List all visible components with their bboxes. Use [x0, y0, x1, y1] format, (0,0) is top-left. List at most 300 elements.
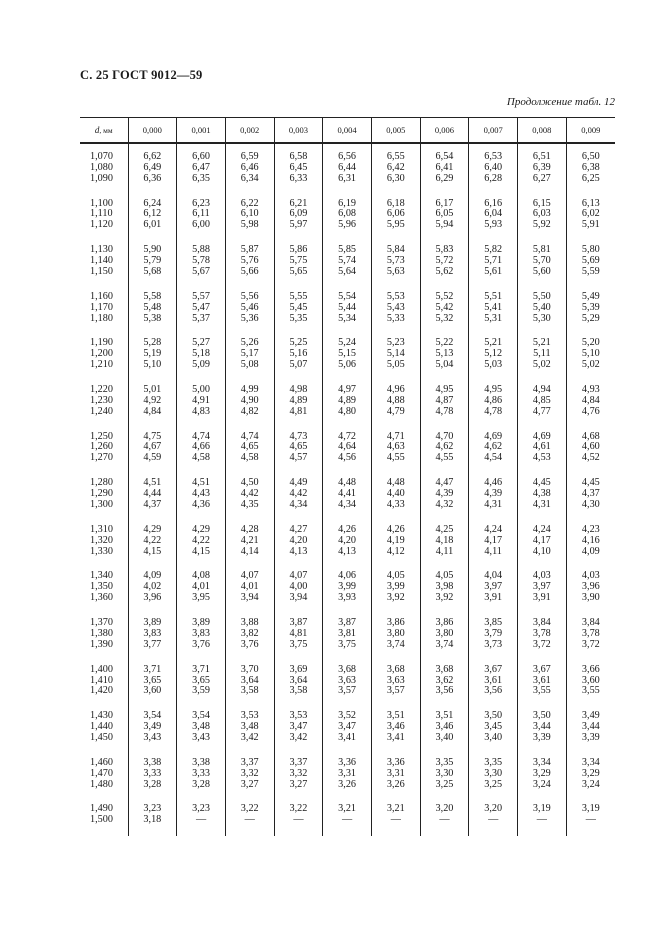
spacer-cell — [518, 826, 567, 836]
spacer-cell — [469, 697, 518, 711]
value-cell: 3,68 — [323, 665, 372, 676]
col-header-diameter: d, мм — [80, 118, 128, 144]
spacer-cell — [566, 464, 615, 478]
value-cell: 6,41 — [420, 163, 469, 174]
value-cell: 5,48 — [128, 303, 177, 314]
value-cell: 4,33 — [371, 500, 420, 511]
value-cell: 4,92 — [128, 396, 177, 407]
value-cell: 5,18 — [177, 349, 226, 360]
spacer-cell — [80, 418, 128, 432]
spacer-cell — [128, 185, 177, 199]
value-cell: 4,35 — [225, 500, 274, 511]
value-cell: 5,26 — [225, 338, 274, 349]
spacer-cell — [420, 826, 469, 836]
spacer-cell — [274, 324, 323, 338]
value-cell: 4,95 — [420, 385, 469, 396]
col-header: 0,000 — [128, 118, 177, 144]
value-cell: 4,41 — [323, 489, 372, 500]
table-body — [80, 143, 615, 836]
value-cell: 6,34 — [225, 174, 274, 185]
value-cell: 4,78 — [469, 407, 518, 418]
value-cell: 4,31 — [518, 500, 567, 511]
diameter-cell: 1,330 — [90, 545, 113, 557]
value-cell: 5,74 — [323, 256, 372, 267]
table-row — [80, 360, 615, 371]
value-cell: 3,96 — [566, 582, 615, 593]
spacer-cell — [420, 371, 469, 385]
col-header: 0,003 — [274, 118, 323, 144]
spacer-cell — [274, 557, 323, 571]
value-cell: 3,47 — [323, 722, 372, 733]
spacer-cell — [371, 557, 420, 571]
value-cell: 3,27 — [274, 780, 323, 791]
value-cell: 3,66 — [566, 665, 615, 676]
spacer-cell — [177, 324, 226, 338]
spacer-cell — [371, 791, 420, 805]
value-cell: 3,92 — [420, 593, 469, 604]
value-cell: 6,16 — [469, 199, 518, 210]
table-row — [80, 733, 615, 744]
value-cell: 5,19 — [128, 349, 177, 360]
spacer-cell — [518, 278, 567, 292]
diameter-cell: 1,500 — [90, 814, 113, 826]
value-cell: 6,59 — [225, 152, 274, 163]
value-cell: 3,51 — [371, 711, 420, 722]
value-cell: 3,30 — [469, 769, 518, 780]
value-cell: 4,12 — [371, 547, 420, 558]
value-cell: 5,72 — [420, 256, 469, 267]
diameter-cell: 1,090 — [90, 172, 113, 184]
value-cell: 4,36 — [177, 500, 226, 511]
value-cell: 6,21 — [274, 199, 323, 210]
value-cell: 3,79 — [469, 629, 518, 640]
spacer-cell — [128, 511, 177, 525]
spacer-cell — [177, 744, 226, 758]
spacer-cell — [469, 371, 518, 385]
value-cell: 6,55 — [371, 152, 420, 163]
value-cell: 5,69 — [566, 256, 615, 267]
value-cell: 6,60 — [177, 152, 226, 163]
value-cell: 3,44 — [518, 722, 567, 733]
spacer-cell — [518, 418, 567, 432]
diameter-cell: 1,360 — [90, 592, 113, 604]
value-cell: 5,14 — [371, 349, 420, 360]
value-cell: 5,75 — [274, 256, 323, 267]
value-cell: 5,57 — [177, 292, 226, 303]
value-cell: 6,10 — [225, 209, 274, 220]
value-cell: 4,37 — [128, 500, 177, 511]
value-cell: 6,12 — [128, 209, 177, 220]
table-row — [80, 547, 615, 558]
value-cell: 3,19 — [566, 804, 615, 815]
value-cell: 3,80 — [420, 629, 469, 640]
value-cell: 4,24 — [518, 525, 567, 536]
value-cell: 3,53 — [274, 711, 323, 722]
value-cell: 5,60 — [518, 267, 567, 278]
spacer-cell — [371, 651, 420, 665]
value-cell: 5,09 — [177, 360, 226, 371]
value-cell: 3,97 — [518, 582, 567, 593]
spacer-cell — [518, 324, 567, 338]
value-cell: 4,90 — [225, 396, 274, 407]
value-cell: — — [420, 815, 469, 826]
spacer-cell — [177, 557, 226, 571]
value-cell: 6,18 — [371, 199, 420, 210]
value-cell: 4,86 — [469, 396, 518, 407]
spacer-cell — [566, 278, 615, 292]
spacer-cell — [323, 826, 372, 836]
value-cell: — — [274, 815, 323, 826]
spacer-cell — [323, 278, 372, 292]
col-header: 0,008 — [518, 118, 567, 144]
value-cell: 3,51 — [420, 711, 469, 722]
value-cell: 3,89 — [177, 618, 226, 629]
value-cell: 3,24 — [518, 780, 567, 791]
value-cell: 6,47 — [177, 163, 226, 174]
value-cell: 3,44 — [566, 722, 615, 733]
value-cell: 5,61 — [469, 267, 518, 278]
value-cell: 3,19 — [518, 804, 567, 815]
value-cell: 3,57 — [323, 686, 372, 697]
value-cell: 4,58 — [177, 453, 226, 464]
spacer-cell — [225, 604, 274, 618]
value-cell: 4,88 — [371, 396, 420, 407]
value-cell: 4,03 — [518, 571, 567, 582]
value-cell: 3,54 — [128, 711, 177, 722]
table-row — [80, 665, 615, 676]
value-cell: 5,00 — [177, 385, 226, 396]
spacer-cell — [469, 418, 518, 432]
value-cell: 4,07 — [225, 571, 274, 582]
value-cell: 4,96 — [371, 385, 420, 396]
value-cell: 3,69 — [274, 665, 323, 676]
diameter-cell: 1,110 — [90, 208, 113, 220]
value-cell: 4,18 — [420, 536, 469, 547]
spacer-cell — [128, 697, 177, 711]
value-cell: 5,65 — [274, 267, 323, 278]
spacer-cell — [566, 418, 615, 432]
value-cell: 5,33 — [371, 314, 420, 325]
value-cell: 3,67 — [469, 665, 518, 676]
spacer-cell — [177, 697, 226, 711]
spacer-cell — [225, 418, 274, 432]
value-cell: 4,99 — [225, 385, 274, 396]
table-row — [80, 267, 615, 278]
value-cell: 4,05 — [371, 571, 420, 582]
value-cell: 3,38 — [128, 758, 177, 769]
value-cell: 4,77 — [518, 407, 567, 418]
value-cell: 6,08 — [323, 209, 372, 220]
value-cell: 6,11 — [177, 209, 226, 220]
spacer-cell — [323, 418, 372, 432]
table-row — [80, 220, 615, 231]
diameter-cell: 1,140 — [90, 255, 113, 267]
value-cell: 3,24 — [566, 780, 615, 791]
spacer-row — [80, 324, 615, 338]
value-cell: 5,38 — [128, 314, 177, 325]
value-cell: 4,39 — [420, 489, 469, 500]
spacer-cell — [225, 231, 274, 245]
value-cell: 4,21 — [225, 536, 274, 547]
value-cell: 4,05 — [420, 571, 469, 582]
table-row — [80, 640, 615, 651]
spacer-cell — [225, 511, 274, 525]
value-cell: 3,49 — [566, 711, 615, 722]
value-cell: 6,58 — [274, 152, 323, 163]
value-cell: 4,09 — [566, 547, 615, 558]
value-cell: 4,89 — [274, 396, 323, 407]
value-cell: 5,35 — [274, 314, 323, 325]
value-cell: 5,76 — [225, 256, 274, 267]
spacer-cell — [274, 826, 323, 836]
value-cell: 5,03 — [469, 360, 518, 371]
value-cell: 3,74 — [420, 640, 469, 651]
value-cell: 3,47 — [274, 722, 323, 733]
spacer-cell — [420, 324, 469, 338]
value-cell: 4,15 — [128, 547, 177, 558]
value-cell: 5,02 — [566, 360, 615, 371]
spacer-cell — [469, 557, 518, 571]
value-cell: 3,31 — [323, 769, 372, 780]
value-cell: 4,47 — [420, 478, 469, 489]
value-cell: 5,47 — [177, 303, 226, 314]
value-cell: 6,31 — [323, 174, 372, 185]
value-cell: 3,85 — [469, 618, 518, 629]
value-cell: 4,78 — [420, 407, 469, 418]
value-cell: 5,13 — [420, 349, 469, 360]
value-cell: 3,50 — [518, 711, 567, 722]
table-row — [80, 686, 615, 697]
value-cell: 4,42 — [225, 489, 274, 500]
spacer-cell — [323, 604, 372, 618]
value-cell: 4,66 — [177, 442, 226, 453]
spacer-cell — [274, 604, 323, 618]
table-row — [80, 815, 615, 826]
spacer-cell — [420, 557, 469, 571]
value-cell: 4,10 — [518, 547, 567, 558]
spacer-cell — [128, 791, 177, 805]
value-cell: 3,28 — [177, 780, 226, 791]
spacer-cell — [420, 418, 469, 432]
value-cell: 5,66 — [225, 267, 274, 278]
value-cell: 4,97 — [323, 385, 372, 396]
value-cell: 4,31 — [469, 500, 518, 511]
spacer-cell — [177, 651, 226, 665]
value-cell: 3,46 — [420, 722, 469, 733]
spacer-cell — [80, 464, 128, 478]
value-cell: 3,28 — [128, 780, 177, 791]
value-cell: 5,49 — [566, 292, 615, 303]
spacer-cell — [518, 744, 567, 758]
diameter-cell: 1,190 — [90, 337, 113, 349]
diameter-cell: 1,420 — [90, 685, 113, 697]
value-cell: 4,42 — [274, 489, 323, 500]
diameter-cell: 1,230 — [90, 394, 113, 406]
spacer-cell — [274, 278, 323, 292]
value-cell: 3,33 — [128, 769, 177, 780]
value-cell: 3,33 — [177, 769, 226, 780]
value-cell: 5,63 — [371, 267, 420, 278]
spacer-cell — [420, 185, 469, 199]
value-cell: 5,11 — [518, 349, 567, 360]
value-cell: 3,41 — [323, 733, 372, 744]
value-cell: 6,51 — [518, 152, 567, 163]
value-cell: 3,63 — [323, 676, 372, 687]
spacer-cell — [80, 371, 128, 385]
spacer-cell — [177, 826, 226, 836]
value-cell: 4,85 — [518, 396, 567, 407]
value-cell: 5,88 — [177, 245, 226, 256]
diameter-cell: 1,440 — [90, 721, 113, 733]
value-cell: 5,71 — [469, 256, 518, 267]
value-cell: 4,65 — [225, 442, 274, 453]
value-cell: 3,65 — [177, 676, 226, 687]
value-cell: 3,83 — [128, 629, 177, 640]
value-cell: 5,84 — [371, 245, 420, 256]
spacer-cell — [274, 697, 323, 711]
value-cell: 5,80 — [566, 245, 615, 256]
spacer-cell — [420, 651, 469, 665]
value-cell: 4,23 — [566, 525, 615, 536]
value-cell: 5,70 — [518, 256, 567, 267]
value-cell: 3,90 — [566, 593, 615, 604]
value-cell: 4,76 — [566, 407, 615, 418]
spacer-row — [80, 826, 615, 836]
spacer-cell — [518, 604, 567, 618]
table-row — [80, 500, 615, 511]
value-cell: 3,65 — [128, 676, 177, 687]
value-cell: 4,40 — [371, 489, 420, 500]
diameter-cell: 1,310 — [90, 523, 113, 535]
value-cell: 6,02 — [566, 209, 615, 220]
value-cell: 3,32 — [225, 769, 274, 780]
spacer-cell — [420, 464, 469, 478]
value-cell: 4,25 — [420, 525, 469, 536]
col-header: 0,005 — [371, 118, 420, 144]
page-header: С. 25 ГОСТ 9012—59 — [80, 68, 203, 82]
spacer-cell — [274, 791, 323, 805]
value-cell: 4,91 — [177, 396, 226, 407]
spacer-cell — [518, 511, 567, 525]
value-cell: 4,70 — [420, 432, 469, 443]
value-cell: 3,41 — [371, 733, 420, 744]
value-cell: 3,76 — [225, 640, 274, 651]
value-cell: 3,84 — [518, 618, 567, 629]
value-cell: 5,44 — [323, 303, 372, 314]
spacer-cell — [225, 371, 274, 385]
value-cell: 3,89 — [128, 618, 177, 629]
value-cell: 3,26 — [371, 780, 420, 791]
value-cell: 3,48 — [225, 722, 274, 733]
value-cell: 3,39 — [518, 733, 567, 744]
spacer-cell — [566, 231, 615, 245]
table-row — [80, 769, 615, 780]
value-cell: 3,61 — [518, 676, 567, 687]
value-cell: 3,97 — [469, 582, 518, 593]
value-cell: 3,49 — [128, 722, 177, 733]
value-cell: 3,72 — [566, 640, 615, 651]
value-cell: 3,56 — [469, 686, 518, 697]
spacer-cell — [274, 418, 323, 432]
value-cell: 3,58 — [274, 686, 323, 697]
col-header: 0,002 — [225, 118, 274, 144]
col-header: 0,004 — [323, 118, 372, 144]
value-cell: 4,51 — [177, 478, 226, 489]
spacer-cell — [80, 791, 128, 805]
value-cell: 5,79 — [128, 256, 177, 267]
value-cell: 4,11 — [420, 547, 469, 558]
spacer-cell — [469, 651, 518, 665]
value-cell: 5,17 — [225, 349, 274, 360]
value-cell: 4,98 — [274, 385, 323, 396]
spacer-cell — [128, 324, 177, 338]
value-cell: 3,91 — [518, 593, 567, 604]
spacer-cell — [225, 557, 274, 571]
value-cell: 5,68 — [128, 267, 177, 278]
table-header — [80, 118, 615, 144]
spacer-cell — [518, 185, 567, 199]
value-cell: 3,36 — [371, 758, 420, 769]
value-cell: 3,40 — [420, 733, 469, 744]
value-cell: 4,01 — [177, 582, 226, 593]
diameter-cell: 1,210 — [90, 359, 113, 371]
value-cell: 4,84 — [128, 407, 177, 418]
value-cell: 4,61 — [518, 442, 567, 453]
spacer-cell — [518, 791, 567, 805]
value-cell: — — [566, 815, 615, 826]
spacer-cell — [225, 744, 274, 758]
spacer-cell — [371, 418, 420, 432]
value-cell: 5,87 — [225, 245, 274, 256]
value-cell: 3,60 — [128, 686, 177, 697]
diameter-cell: 1,240 — [90, 405, 113, 417]
spacer-cell — [323, 791, 372, 805]
value-cell: 6,05 — [420, 209, 469, 220]
value-cell: 4,65 — [274, 442, 323, 453]
spacer-cell — [420, 791, 469, 805]
diameter-cell: 1,220 — [90, 383, 113, 395]
value-cell: 5,97 — [274, 220, 323, 231]
table-row — [80, 780, 615, 791]
value-cell: 3,61 — [469, 676, 518, 687]
value-cell: 3,45 — [469, 722, 518, 733]
spacer-cell — [225, 278, 274, 292]
value-cell: 4,17 — [469, 536, 518, 547]
spacer-row — [80, 464, 615, 478]
diameter-cell: 1,450 — [90, 732, 113, 744]
spacer-cell — [225, 826, 274, 836]
spacer-row — [80, 418, 615, 432]
spacer-row — [80, 557, 615, 571]
spacer-cell — [128, 744, 177, 758]
value-cell: 5,21 — [469, 338, 518, 349]
diameter-cell: 1,180 — [90, 312, 113, 324]
value-cell: 4,81 — [274, 407, 323, 418]
diameter-cell: 1,400 — [90, 663, 113, 675]
spacer-cell — [566, 651, 615, 665]
value-cell: 6,28 — [469, 174, 518, 185]
value-cell: 5,20 — [566, 338, 615, 349]
value-cell: 4,89 — [323, 396, 372, 407]
value-cell: 5,43 — [371, 303, 420, 314]
value-cell: 3,96 — [128, 593, 177, 604]
value-cell: 3,74 — [371, 640, 420, 651]
value-cell: 4,75 — [128, 432, 177, 443]
value-cell: 3,57 — [371, 686, 420, 697]
spacer-cell — [371, 511, 420, 525]
spacer-row — [80, 511, 615, 525]
spacer-cell — [323, 464, 372, 478]
